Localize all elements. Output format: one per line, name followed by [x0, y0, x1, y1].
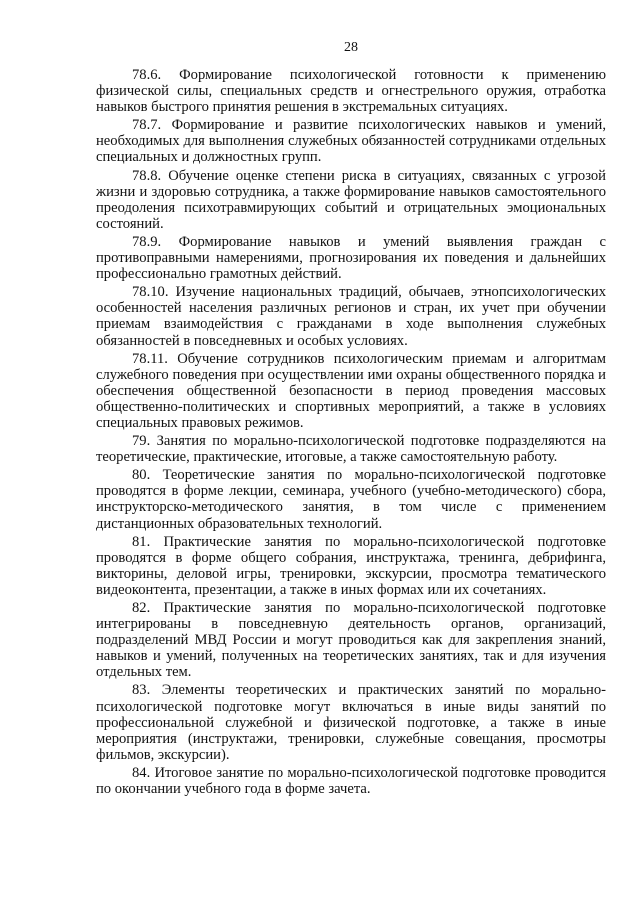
page-number: 28 [344, 40, 358, 55]
paragraph-78-11: 78.11. Обучение сотрудников психологическим приемам и алгоритмам служебного поведения при осуществлении ими охраны общественного порядка и обеспечения общественной безопасности в период проведения массовых общественно-политических и спортивных мероприятий, а также в условиях специальных правовых режимов. [96, 350, 606, 431]
paragraph-79: 79. Занятия по морально-психологической подготовке подразделяются на теоретические, практические, итоговые, а также самостоятельную работу. [96, 433, 606, 466]
document-body [96, 67, 606, 797]
paragraph-82: 82. Практические занятия по морально-психологической подготовке интегрированы в повседневную деятельность органов, организаций, подразделений МВД России и могут проводиться как для закрепления знаний, навыков и умений, полученных на теоретических занятиях, так и для изучения отдельных тем. [96, 600, 606, 681]
paragraph-81: 81. Практические занятия по морально-психологической подготовке проводятся в форме общего собрания, инструктажа, тренинга, дебрифинга, викторины, деловой игры, тренировки, экскурсии, просмотра тематического видеоконтента, презентации, а также в иных формах или их сочетаниях. [96, 533, 606, 598]
paragraph-84: 84. Итоговое занятие по морально-психологической подготовке проводится по окончании учебного года в форме зачета. [96, 764, 606, 798]
paragraph-78-10: 78.10. Изучение национальных традиций, обычаев, этнопсихологических особенностей населения различных регионов и стран, их учет при обучении приемам взаимодействия с гражданами в ходе выполнения служебных обязанностей в повседневных и особых условиях. [96, 284, 606, 349]
paragraph-78-7: 78.7. Формирование и развитие психологических навыков и умений, необходимых для выполнения служебных обязанностей сотрудниками отдельных специальных и должностных групп. [96, 117, 606, 166]
paragraph-83: 83. Элементы теоретических и практических занятий по морально-психологической подготовке могут включаться в иные виды занятий по профессиональной служебной и физической подготовке, а также в иные мероприятия (инструктажи, тренировки, служебные совещания, просмотры фильмов, экскурсии). [96, 682, 606, 763]
paragraph-80: 80. Теоретические занятия по морально-психологической подготовке проводятся в форме лекции, семинара, учебного (учебно-методического) сбора, инструкторско-методического занятия, в том числе с применением дистанционных образовательных технологий. [96, 467, 606, 532]
paragraph-78-9: 78.9. Формирование навыков и умений выявления граждан с противоправными намерениями, прогнозирования их поведения и дальнейших профессионально грамотных действий. [96, 233, 606, 283]
paragraph-78-8: 78.8. Обучение оценке степени риска в ситуациях, связанных с угрозой жизни и здоровью сотрудника, а также формирование навыков самостоятельного преодоления психотравмирующих событий и отрицательных эмоциональных состояний. [96, 167, 606, 232]
paragraph-78-6: 78.6. Формирование психологической готовности к применению физической силы, специальных средств и огнестрельного оружия, отработка навыков быстрого принятия решения в экстремальных ситуациях. [96, 67, 606, 116]
